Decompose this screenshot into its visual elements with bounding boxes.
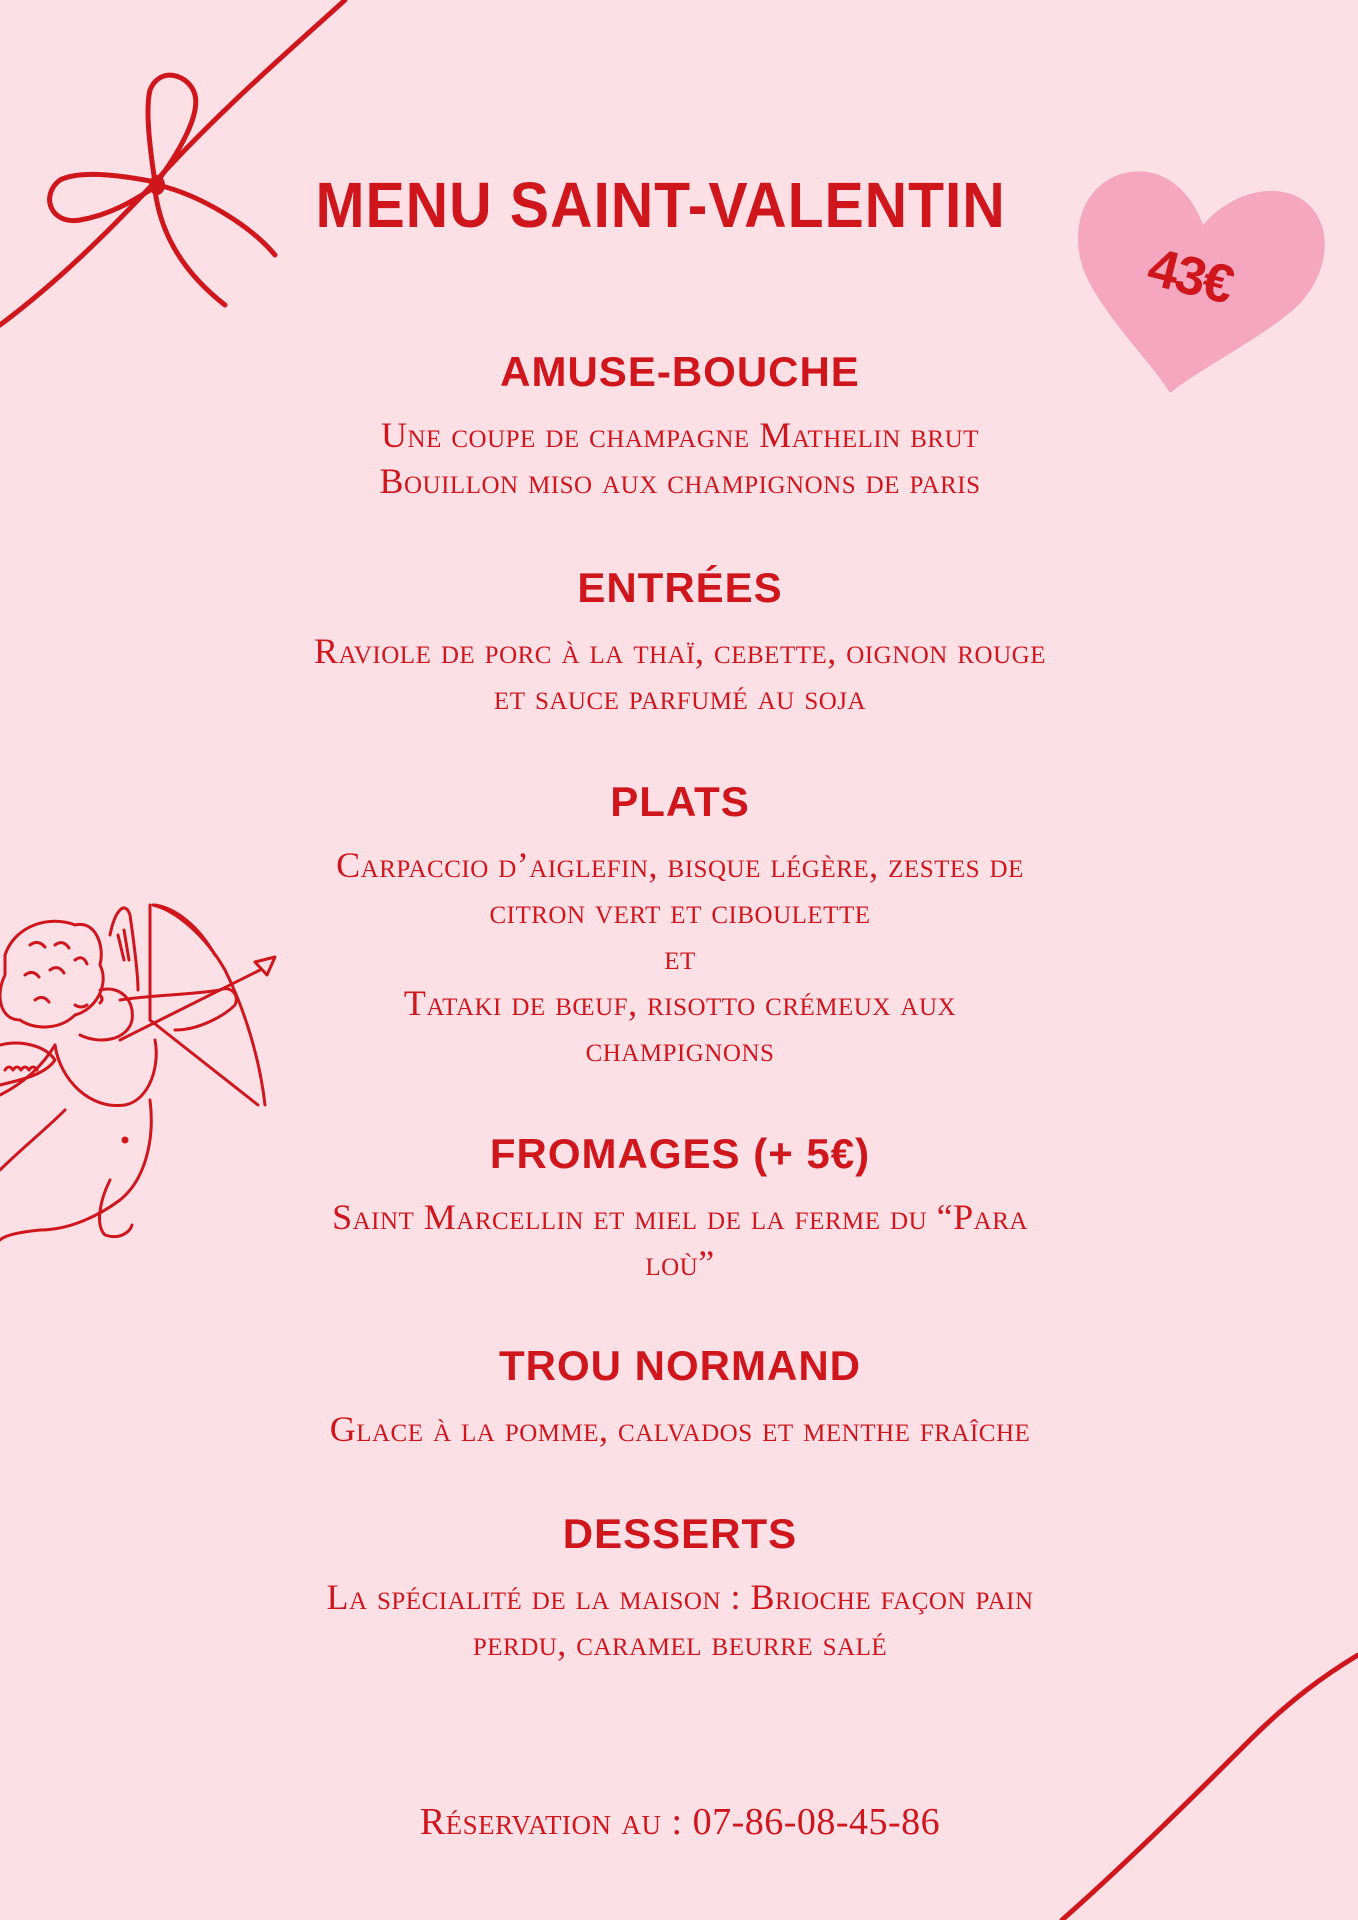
price-badge: 43€ bbox=[1141, 236, 1239, 316]
menu-item-line: Raviole de porc à la thaï, cebette, oignon rouge bbox=[314, 631, 1046, 671]
section-plats bbox=[230, 776, 1130, 1072]
section-title: AMUSE-BOUCHE bbox=[500, 348, 860, 395]
section-title: PLATS bbox=[610, 778, 750, 825]
menu-item-line: Tataki de bœuf, risotto crémeux aux bbox=[403, 983, 957, 1023]
menu-item-line: Carpaccio d’aiglefin, bisque légère, zestes de bbox=[336, 845, 1024, 885]
reservation-phone: Réservation au : 07-86-08-45-86 bbox=[419, 1801, 941, 1843]
section-title: TROU NORMAND bbox=[499, 1342, 861, 1389]
menu-item-line: perdu, caramel beurre salé bbox=[472, 1623, 888, 1663]
menu-item-line: champignons bbox=[585, 1029, 775, 1069]
menu-item-line: Saint Marcellin et miel de la ferme du “Para bbox=[332, 1197, 1028, 1237]
menu-item-line: et sauce parfumé au soja bbox=[493, 677, 867, 717]
menu-item-line: loù” bbox=[645, 1243, 715, 1283]
section-title: DESSERTS bbox=[562, 1510, 798, 1557]
section-title: FROMAGES (+ 5€) bbox=[489, 1130, 871, 1177]
ribbon-line-icon bbox=[1062, 1655, 1358, 1920]
section-entrees bbox=[230, 562, 1130, 720]
menu-item-line: Une coupe de champagne Mathelin brut bbox=[381, 415, 979, 455]
menu-item-line: La spécialité de la maison : Brioche façon pain bbox=[326, 1577, 1034, 1617]
menu-item-line: citron vert et ciboulette bbox=[489, 891, 871, 931]
menu-item-line: Glace à la pomme, calvados et menthe fraîche bbox=[329, 1409, 1031, 1449]
section-trou-normand bbox=[230, 1340, 1130, 1452]
section-amuse-bouche bbox=[230, 346, 1130, 504]
section-title: ENTRÉES bbox=[577, 564, 783, 611]
section-desserts bbox=[230, 1508, 1130, 1666]
page-title-text: MENU SAINT-VALENTIN bbox=[315, 169, 1006, 241]
section-fromages bbox=[230, 1128, 1130, 1286]
menu-item-line: et bbox=[664, 937, 696, 977]
menu-item-line: Bouillon miso aux champignons de paris bbox=[379, 461, 981, 501]
